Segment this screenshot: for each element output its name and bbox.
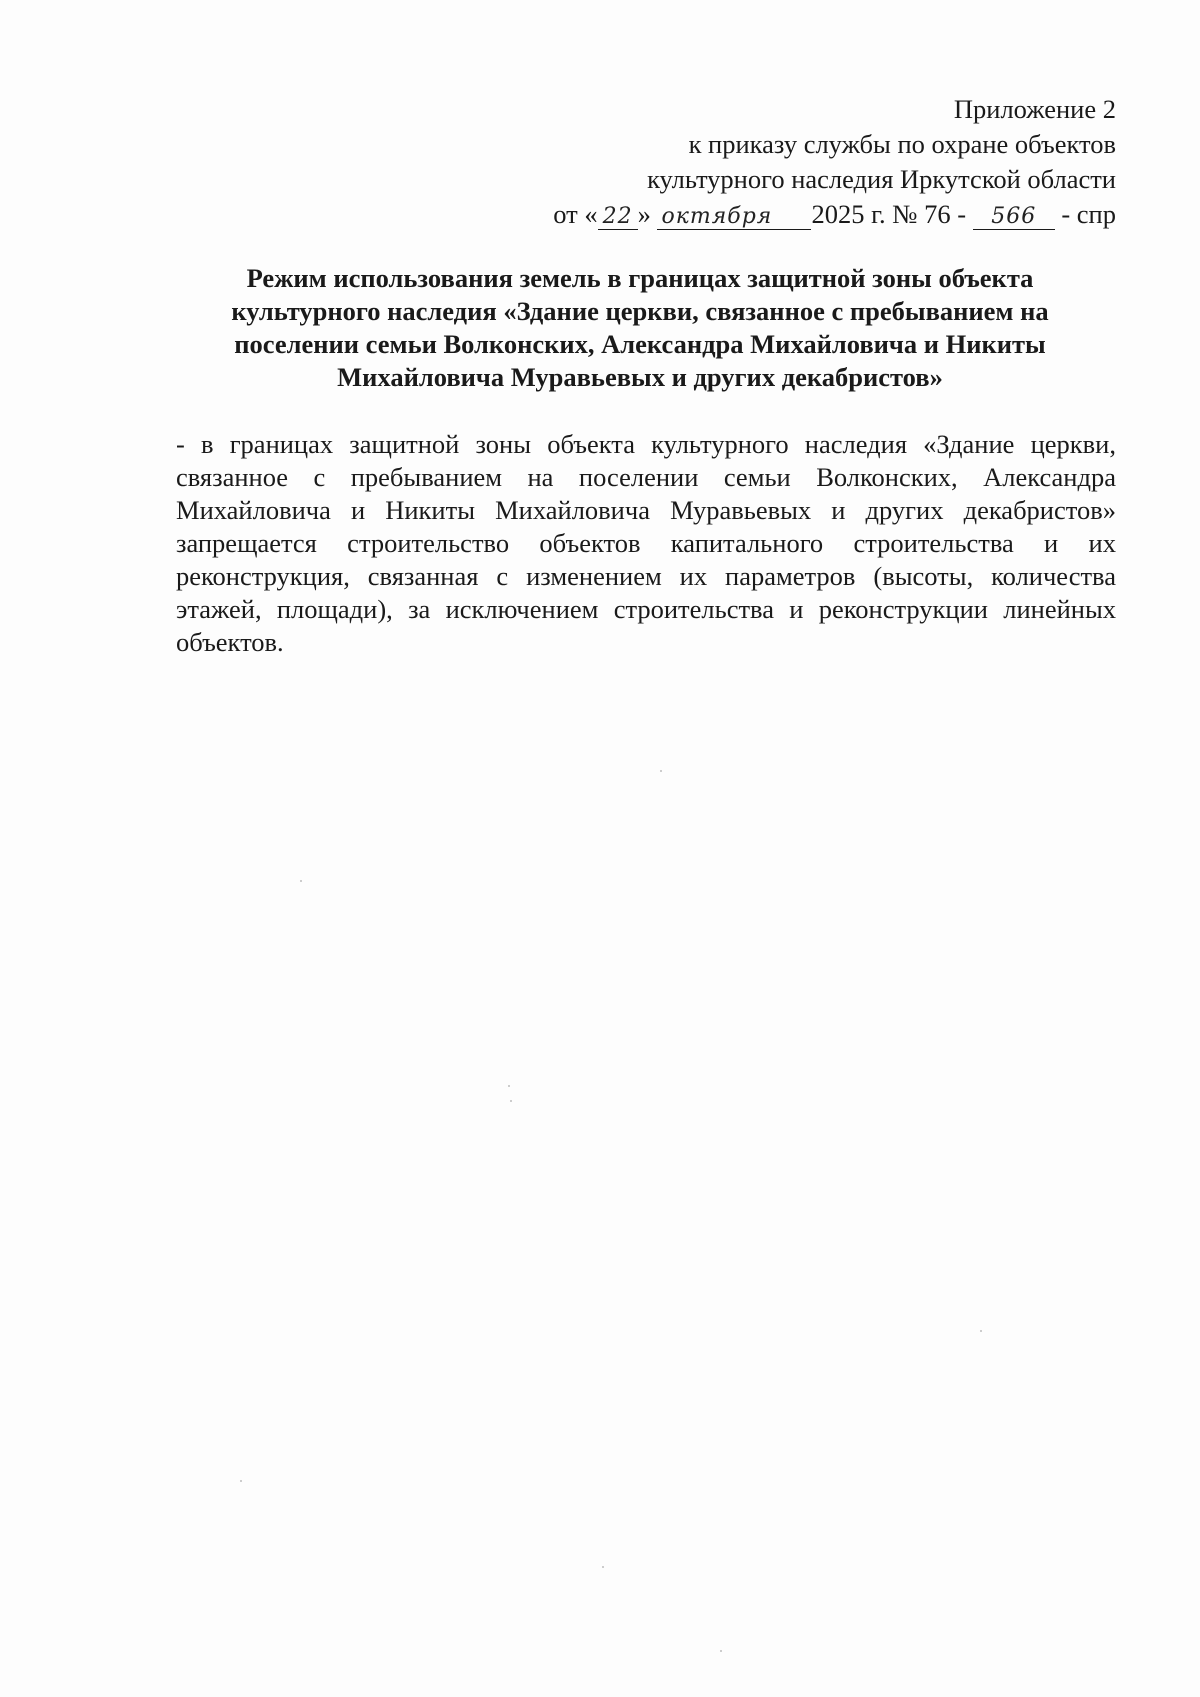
- scan-speck: [602, 1566, 604, 1568]
- order-date-line: [416, 197, 1116, 232]
- scan-speck: [510, 1100, 512, 1102]
- handwritten-day: 22: [598, 205, 638, 230]
- scan-speck: [660, 770, 662, 772]
- date-year: 2025 г. № 76 -: [811, 199, 967, 229]
- title-line: культурного наследия «Здание церкви, связанное с пребыванием на: [231, 296, 1049, 326]
- appendix-number: Приложение 2: [953, 94, 1116, 124]
- title-line: поселении семьи Волконских, Александра Михайловича и Никиты: [234, 329, 1046, 359]
- handwritten-month: октября: [657, 205, 811, 230]
- appendix-header: [416, 92, 1116, 232]
- body-line: реконструкция, связанная с изменением их параметров (высоты, количества: [176, 561, 1116, 591]
- title-line: Михайловича Муравьевых и других декабристов»: [337, 362, 943, 392]
- body-line: этажей, площади), за исключением строительства и реконструкции линейных: [176, 594, 1116, 624]
- order-suffix: - спр: [1061, 199, 1116, 229]
- body-line: объектов.: [176, 627, 284, 657]
- scan-speck: [720, 1650, 722, 1652]
- body-line: - в границах защитной зоны объекта культурного наследия «Здание церкви,: [176, 429, 1116, 459]
- scan-speck: [508, 1085, 510, 1087]
- document-body: [176, 428, 1116, 659]
- handwritten-order-number: 566: [973, 205, 1055, 230]
- issuing-authority: культурного наследия Иркутской области: [647, 164, 1116, 194]
- scan-speck: [300, 880, 302, 882]
- document-title: [170, 262, 1110, 394]
- title-line: Режим использования земель в границах защитной зоны объекта: [246, 263, 1034, 293]
- order-reference: к приказу службы по охране объектов: [688, 129, 1116, 159]
- body-line: связанное с пребыванием на поселении семьи Волконских, Александра: [176, 462, 1116, 492]
- date-prefix: от «: [553, 199, 598, 229]
- scan-speck: [980, 1330, 982, 1332]
- date-mid: »: [637, 199, 651, 229]
- body-line: Михайловича и Никиты Михайловича Муравьевых и других декабристов»: [176, 495, 1116, 525]
- body-line: запрещается строительство объектов капитального строительства и их: [176, 528, 1116, 558]
- scan-speck: [240, 1480, 242, 1482]
